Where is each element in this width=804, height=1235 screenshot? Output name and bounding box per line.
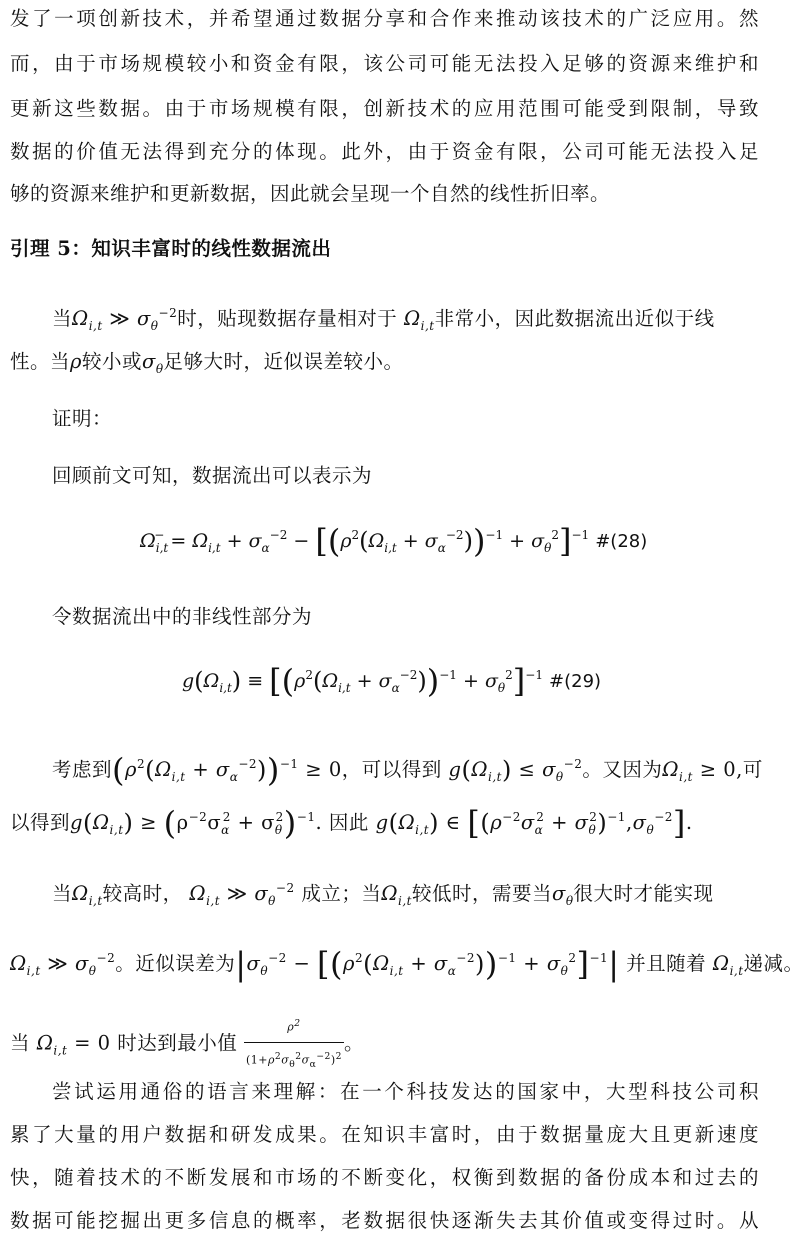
text-fragment: 性。当 [10,350,71,373]
text-fragment: 考虑到 [52,758,113,781]
text-fragment: . [685,811,693,834]
paragraph-line: 快，随着技术的不断发展和市场的不断变化，权衡到数据的备份成本和过去的 [10,1166,759,1189]
text-fragment: . 因此 [315,811,369,834]
when-high-line3: 当 $\Omega_{i,t} = 0$ 时达到最小值 $\frac{\rho^2}{(1+\rho^2\sigma_\theta^2\sigma_\alpha^{-2})^2}$ 。 [10,1010,759,1079]
lemma-heading: 引理 5：知识丰富时的线性数据流出 [10,237,332,260]
when-high-line2: $\Omega_{i,t}$ ≫ $\sigma_\theta^{-2}$。近似误差为$|\sigma_\theta^{-2} - [(\rho^2(\Omega_{i,t} + \sigma_\alpha^{-2}))^{-1} + \sigma_\theta^2]^{-1}|$ 并且随着 $\Omega_{i,t}$递减。 [10,945,804,983]
text-fragment: 成立；当 [301,882,382,905]
paragraph-line: 数据的价值无法得到充分的体现。此外，由于资金有限，公司可能无法投入足 [10,140,759,163]
proof-label: 证明： [52,407,113,430]
text-fragment: 较高时， [102,882,183,905]
paragraph-line: 尝试运用通俗的语言来理解：在一个科技发达的国家中，大型科技公司积 [52,1080,759,1103]
text-fragment: 时达到最小值 [117,1031,238,1055]
lemma-statement-line2: 性。当ρ较小或$\sigma_\theta$足够大时，近似误差较小。 [10,350,404,376]
text-fragment: 非常小，因此数据流出近似于线 [434,307,715,330]
text-fragment: 当 [52,307,73,330]
paragraph-line: 发了一项创新技术，并希望通过数据分享和合作来推动该技术的广泛应用。然 [10,7,759,30]
text-fragment: ，可以得到 [341,758,442,781]
paragraph-line: 更新这些数据。由于市场规模有限，创新技术的应用范围可能受到限制，导致 [10,97,759,120]
text-fragment: 。近似误差为 [115,952,236,975]
text-fragment: 。又因为 [582,758,663,781]
text-fragment: 很大时才能实现 [573,882,714,905]
text-fragment: 当 [10,1031,31,1055]
text-fragment: 足够大时，近似误差较小。 [163,350,404,373]
text-fragment: 较小或 [81,350,142,373]
text-fragment: 较低时，需要当 [411,882,552,905]
equation-28: $\Omega_{i,t}^- = \Omega_{i,t} + \sigma_\alpha^{-2} - [(\rho^2(\Omega_{i,t} + \sigma_\alpha^{-2}))^{-1} + \sigma_\theta^2]^{-1}$ #(28) [140,522,648,560]
paragraph-line: 数据可能挖掘出更多信息的概率，老数据很快逐渐失去其价值或变得过时。从 [10,1209,759,1232]
text-fragment: 时，贴现数据存量相对于 [177,307,398,330]
nonlinear-text: 令数据流出中的非线性部分为 [52,605,313,628]
text-fragment: 递减。 [743,952,804,975]
when-high-line1: 当$\Omega_{i,t}$较高时， $\Omega_{i,t}$ ≫ $\sigma_\theta^{-2}$ 成立；当$\Omega_{i,t}$较低时，需要当$\sigma_\theta$很大时才能实现 [52,881,714,908]
text-fragment: 当 [52,882,73,905]
recall-text: 回顾前文可知，数据流出可以表示为 [52,464,373,487]
paragraph-line: 累了大量的用户数据和研发成果。在知识丰富时，由于数据量庞大且更新速度 [10,1123,759,1146]
lemma-statement-line1: 当$\Omega_{i,t}$ ≫ $\sigma_\theta^{-2}$时，贴现数据存量相对于 $\Omega_{i,t}$非常小，因此数据流出近似于线 [52,306,715,333]
equation-tag: #(29) [549,671,602,692]
paragraph-line: 够的资源来维护和更新数据，因此就会呈现一个自然的线性折旧率。 [10,182,611,205]
text-fragment: 以得到 [10,811,71,834]
text-fragment: 并且随着 [626,952,707,975]
equation-29: $g(\Omega_{i,t}) \equiv [(\rho^2(\Omega_{i,t} + \sigma_\alpha^{-2}))^{-1} + \sigma_\theta^2]^{-1}$ #(29) [182,662,602,700]
text-fragment: ,可 [736,758,763,781]
consider-line1: 考虑到$(\rho^2(\Omega_{i,t} + \sigma_\alpha^{-2}))^{-1} \ge 0$，可以得到 $g(\Omega_{i,t}) \le \sigma_\theta^{-2}$。又因为$\Omega_{i,t} \ge 0$,可 [52,751,763,789]
minimum-fraction: $\frac{\rho^2}{(1+\rho^2\sigma_\theta^2\sigma_\alpha^{-2})^2}$ [244,1010,344,1079]
equation-tag: #(28) [595,531,648,552]
consider-line2: 以得到$g(\Omega_{i,t}) \ge (\rho^{-2}\sigma_\alpha^2 + \sigma_\theta^2)^{-1}$. 因此 $g(\Omega_{i,t})$ ∈ $[(\rho^{-2}\sigma_\alpha^2 + \sigma_\theta^2)^{-1},\sigma_\theta^{-2}]$. [10,804,693,842]
paragraph-line: 而，由于市场规模较小和资金有限，该公司可能无法投入足够的资源来维护和 [10,52,759,75]
